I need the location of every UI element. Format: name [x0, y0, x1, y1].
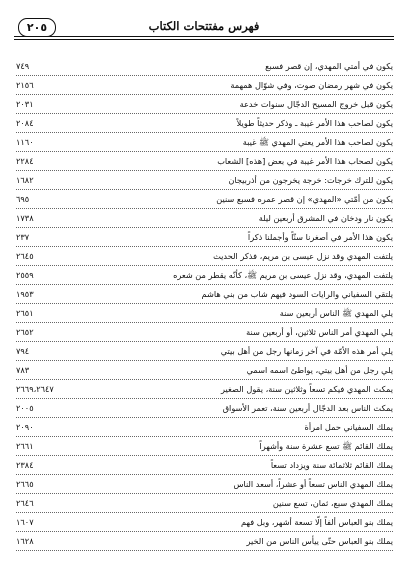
index-entry [16, 495, 393, 514]
entry-reference: ٢٦٤٥ [16, 251, 34, 261]
entry-text: يلي المهدي أمر الناس ثلاثين، أو أربعين سنة [246, 327, 393, 337]
entry-reference: ٢٥٥٩ [16, 270, 34, 280]
page-title: فهرس مفتتحات الكتاب [148, 19, 260, 33]
entry-text: يملك المهدي سبع، ثمان، تسع سنين [272, 498, 393, 508]
entry-text: يمكث الناس بعد الدجّال أربعين سنة، تعمر الأسواق [222, 403, 393, 413]
index-entry [16, 96, 393, 115]
entry-reference: ٧٤٩ [16, 61, 30, 71]
index-entry [16, 362, 393, 381]
header-rule [14, 36, 394, 37]
page-header [14, 17, 394, 39]
index-entry [16, 400, 393, 419]
entry-text: يكون نار ودخان في المشرق أربعين ليلة [258, 213, 393, 223]
index-entry [16, 305, 393, 324]
index-entry [16, 248, 393, 267]
entry-text: يلي رجل من أهل بيتي، يواطئ اسمه اسمي [246, 365, 393, 375]
entry-reference: ٢٦٦٥ [16, 479, 34, 489]
entry-text: يكون قبل خروج المسيح الدجّال سنوات خدعة [239, 99, 393, 109]
entry-reference: ٧٨٣ [16, 365, 30, 375]
entry-reference: ٢١٥٦ [16, 80, 34, 90]
index-entry [16, 267, 393, 286]
entry-reference: ٢٣٨٤ [16, 460, 34, 470]
index-entry [16, 153, 393, 172]
entry-reference: ٦٩٥ [16, 194, 30, 204]
index-entry [16, 286, 393, 305]
entry-reference: ٢٠٩٠ [16, 422, 34, 432]
entry-reference: ٢٢٨٤ [16, 156, 34, 166]
entry-text: يكون للترك خرجات: خرجة يخرجون من أذربيجان [228, 175, 393, 185]
entry-text: يلتفت المهدي وقد نزل عيسى بن مريم، فذكر الحديث [213, 251, 393, 261]
index-entry [16, 324, 393, 343]
index-entry [16, 229, 393, 248]
index-entry [16, 438, 393, 457]
entry-text: يكون هذا الأمر في أصغرنا سنّاً وأجملنا ذكراً [247, 232, 393, 242]
index-entry [16, 514, 393, 533]
entry-text: يلي المهدي ﷺ الناس أربعين سنة [279, 308, 393, 318]
index-entry [16, 210, 393, 229]
entry-reference: ١٦٨٢ [16, 175, 34, 185]
entry-text: يملك المهدي الناس تسعاً أو عشراً، أسعد الناس [233, 479, 393, 489]
entry-text: يلتقي السفياني والرايات السود فيهم شاب من بني هاشم [201, 289, 393, 299]
entry-reference: ٧٩٤ [16, 346, 30, 356]
index-entry [16, 191, 393, 210]
page-number: ٢٠٥ [18, 18, 56, 37]
entry-reference: ٢٦٥٢ [16, 327, 34, 337]
entry-reference: ٢٦٤٦ [16, 498, 34, 508]
entry-text: يكون في شهر رمضان صوت، وفي شوّال همهمة [230, 80, 393, 90]
header-rule-thin [14, 39, 394, 40]
index-entry [16, 134, 393, 153]
entry-text: يكون من أمّتي «المهدي» إن قصر عمره فسبع سنين [216, 194, 393, 204]
entry-reference: ٢٠٨٤ [16, 118, 34, 128]
entry-reference: ٢٣٧ [16, 232, 30, 242]
index-entry [16, 115, 393, 134]
index-entry [16, 77, 393, 96]
entry-reference: ١٧٣٨ [16, 213, 34, 223]
entry-reference: ١٦٠٧ [16, 517, 34, 527]
entry-text: يكون لصاحب هذا الأمر يعني المهدي ﷺ غيبة [242, 137, 393, 147]
entry-text: يملك بنو العباس حتّى ييأس الناس من الخير [246, 536, 393, 546]
entry-reference: ٢٦٥١ [16, 308, 34, 318]
entry-reference: ١٦٢٨ [16, 536, 34, 546]
index-entry [16, 457, 393, 476]
index-entry [16, 476, 393, 495]
entry-text: يكون لصاحب هذا الأمر غيبة ـ وذكر حديثاً طويلاً [236, 118, 393, 128]
entry-reference: ١٩٥٣ [16, 289, 34, 299]
entry-reference: ٢٦٦٩،٢٦٤٧ [16, 384, 54, 394]
entry-text: يملك السفياني حمل امرأة [304, 422, 393, 432]
entry-text: يملك القائم ﷺ تسع عشرة سنة وأشهراً [259, 441, 393, 451]
entry-reference: ١١٦٠ [16, 137, 34, 147]
entry-reference: ٢٦٦١ [16, 441, 34, 451]
entry-text: يلتفت المهدي، وقد نزل عيسى بن مريم ﷺ، كأنّه يقطر من شعره [173, 270, 393, 280]
entry-text: يكون لصحاب هذا الأمر غيبة في بعض [هذه] الشعاب [217, 156, 393, 166]
index-entry [16, 343, 393, 362]
entry-text: يملك بنو العباس ألفاً إلّا تسعة أشهر، وبل فهم [240, 517, 393, 527]
entry-text: يمكث المهدي فيكم تسعاً وثلاثين سنة، يقول الصغير [220, 384, 393, 394]
index-entry [16, 419, 393, 438]
entry-reference: ٢٠٣١ [16, 99, 34, 109]
index-entry [16, 381, 393, 400]
entry-text: يملك القائم ثلاثمائة سنة ويزداد تسعاً [270, 460, 393, 470]
index-entries [16, 58, 393, 552]
entry-text: يلي أمر هذه الأمّة في آخر زمانها رجل من أهل بيتي [220, 346, 393, 356]
index-entry [16, 533, 393, 552]
index-entry [16, 58, 393, 77]
entry-text: يكون في أمتي المهدي، إن قصر فسبع [265, 61, 393, 71]
entry-reference: ٢٠٠٥ [16, 403, 34, 413]
index-entry [16, 172, 393, 191]
